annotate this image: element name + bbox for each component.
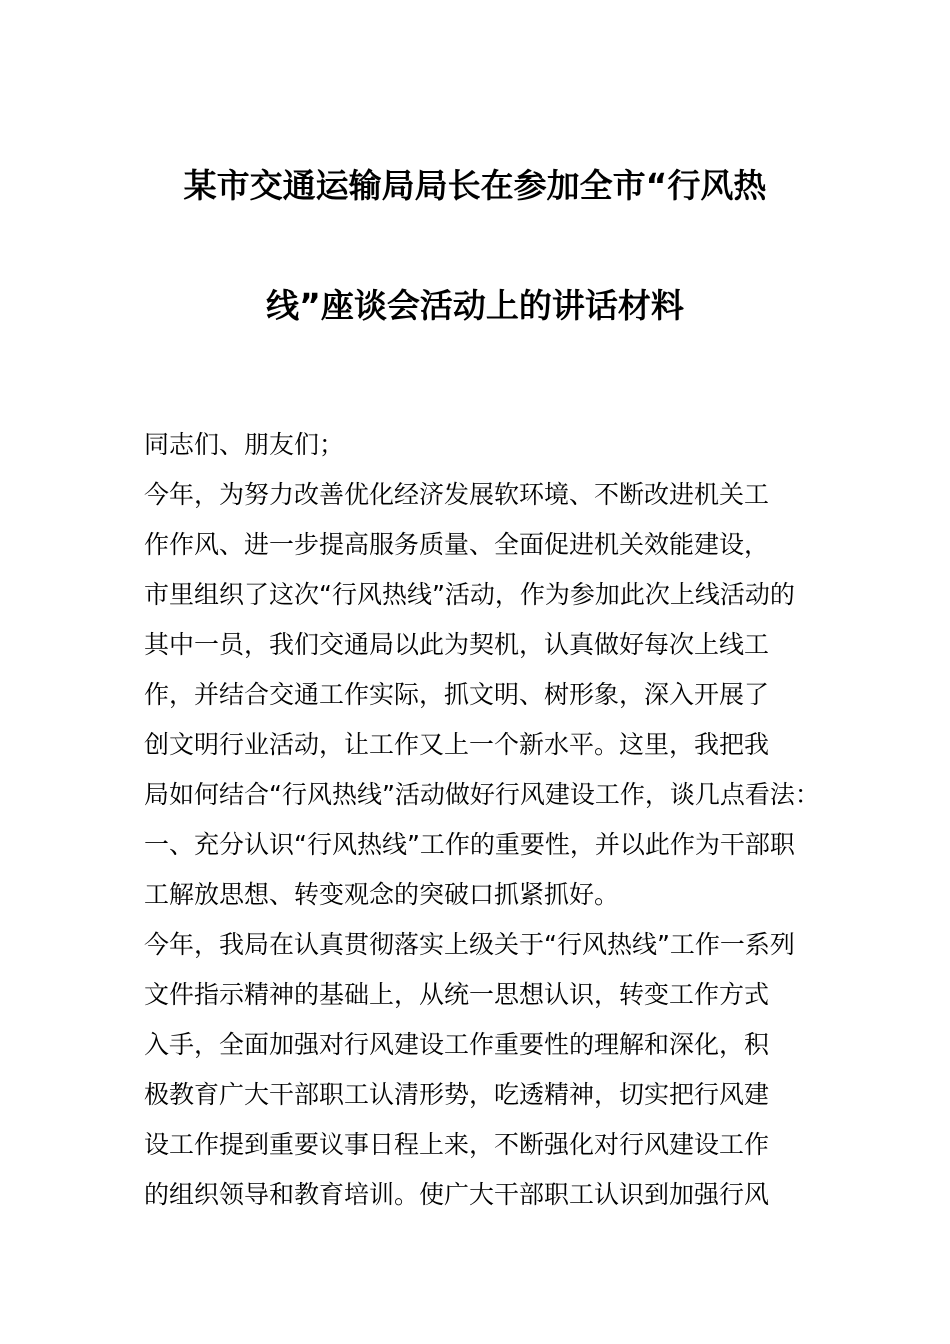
paragraph-line: 创文明行业活动，让工作又上一个新水平。这里，我把我 (144, 730, 770, 759)
paragraph-line: 设工作提到重要议事日程上来，不断强化对行风建设工作 (144, 1130, 770, 1159)
paragraph-line: 作作风、进一步提高服务质量、全面促进机关效能建设， (144, 530, 770, 559)
section-heading-line: 一、充分认识“行风热线”工作的重要性，并以此作为干部职 (144, 830, 795, 859)
paragraph-line: 其中一员，我们交通局以此为契机，认真做好每次上线工 (144, 630, 770, 659)
paragraph-line: 市里组织了这次“行风热线”活动，作为参加此次上线活动的 (144, 580, 795, 609)
paragraph-line: 作，并结合交通工作实际，抓文明、树形象，深入开展了 (144, 680, 770, 709)
paragraph-line: 今年，为努力改善优化经济发展软环境、不断改进机关工 (144, 480, 770, 509)
document-body (144, 420, 834, 1220)
salutation: 同志们、朋友们； (144, 430, 345, 459)
document-title-line-2: 线”座谈会活动上的讲话材料 (266, 286, 684, 325)
section-heading-line: 工解放思想、转变观念的突破口抓紧抓好。 (144, 880, 620, 909)
paragraph-line: 文件指示精神的基础上，从统一思想认识，转变工作方式 (144, 980, 770, 1009)
paragraph-line: 今年，我局在认真贯彻落实上级关于“行风热线”工作一系列 (144, 930, 795, 959)
paragraph-line: 局如何结合“行风热线”活动做好行风建设工作，谈几点看法： (144, 780, 820, 809)
paragraph-line: 入手，全面加强对行风建设工作重要性的理解和深化，积 (144, 1030, 770, 1059)
paragraph-line: 的组织领导和教育培训。使广大干部职工认识到加强行风 (144, 1180, 770, 1209)
paragraph-line: 极教育广大干部职工认清形势，吃透精神，切实把行风建 (144, 1080, 770, 1109)
document-title-line-1: 某市交通运输局局长在参加全市“行风热 (183, 166, 767, 205)
